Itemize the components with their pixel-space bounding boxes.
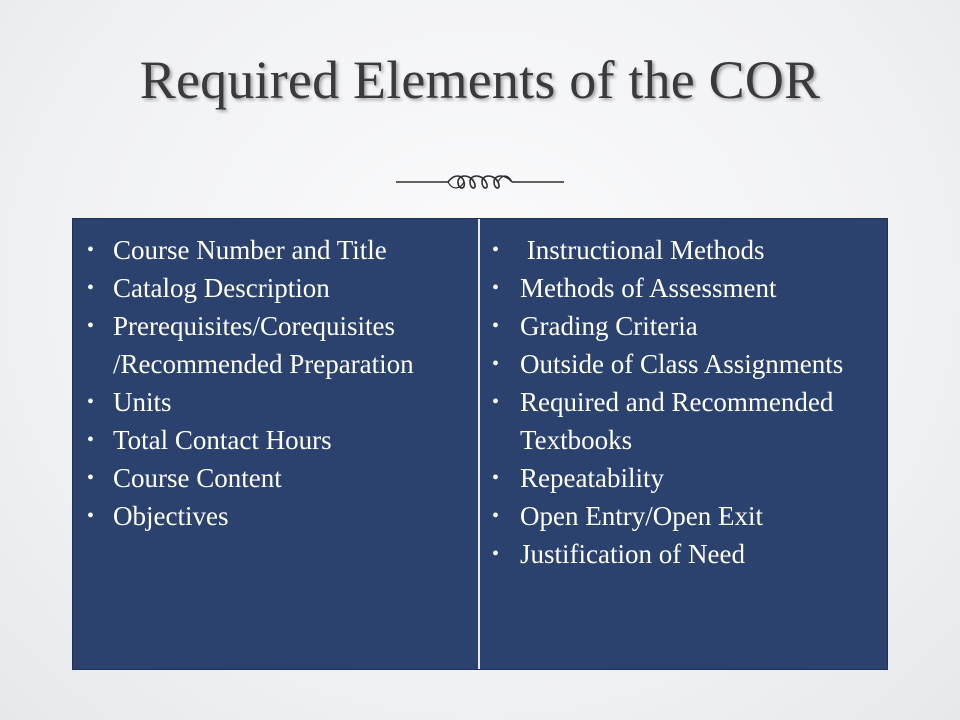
- list-item: [480, 497, 881, 535]
- list-item-text: Repeatability: [520, 463, 664, 493]
- bullet-dot-icon: •: [492, 353, 500, 375]
- bullet-dot-icon: •: [87, 391, 95, 413]
- bullet-dot-icon: •: [492, 467, 500, 489]
- list-item-text: Grading Criteria: [520, 311, 698, 341]
- bullet-dot-icon: •: [87, 239, 95, 261]
- bullet-dot-icon: •: [492, 239, 500, 261]
- list-item: [73, 307, 472, 383]
- list-item: [480, 459, 881, 497]
- list-item-text: Course Number and Title: [113, 235, 387, 265]
- list-item-text: Prerequisites/Corequisites /Recommended Preparation: [113, 311, 414, 379]
- left-column: [73, 219, 480, 669]
- list-item-text: Objectives: [113, 501, 229, 531]
- list-item: [480, 345, 881, 383]
- list-item: [73, 383, 472, 421]
- list-item-text: Course Content: [113, 463, 282, 493]
- bullet-dot-icon: •: [492, 543, 500, 565]
- bullet-dot-icon: •: [87, 467, 95, 489]
- list-item: [480, 383, 881, 459]
- list-item-text: Catalog Description: [113, 273, 330, 303]
- list-item: [480, 269, 881, 307]
- list-item: [73, 269, 472, 307]
- bullet-dot-icon: •: [492, 391, 500, 413]
- list-item: [73, 497, 472, 535]
- list-item-text: Open Entry/Open Exit: [520, 501, 763, 531]
- bullet-dot-icon: •: [492, 277, 500, 299]
- right-column: [480, 219, 887, 669]
- list-item: [480, 231, 881, 269]
- list-item-text: Units: [113, 387, 172, 417]
- list-item-text: Instructional Methods: [520, 235, 765, 265]
- slide-title: Required Elements of the COR: [139, 50, 821, 110]
- list-item: [73, 421, 472, 459]
- bullet-dot-icon: •: [87, 277, 95, 299]
- bullet-dot-icon: •: [87, 505, 95, 527]
- list-item-text: Methods of Assessment: [520, 273, 777, 303]
- right-bullet-list: [480, 231, 881, 573]
- content-table: [72, 218, 888, 670]
- list-item: [73, 231, 472, 269]
- list-item-text: Outside of Class Assignments: [520, 349, 844, 379]
- list-item-text: Required and Recommended Textbooks: [520, 387, 834, 455]
- bullet-dot-icon: •: [492, 505, 500, 527]
- list-item-text: Total Contact Hours: [113, 425, 332, 455]
- bullet-dot-icon: •: [492, 315, 500, 337]
- list-item: [480, 535, 881, 573]
- list-item-text: Justification of Need: [520, 539, 745, 569]
- list-item: [480, 307, 881, 345]
- bullet-dot-icon: •: [87, 315, 95, 337]
- list-item: [73, 459, 472, 497]
- left-bullet-list: [73, 231, 472, 535]
- flourish-divider-icon: [396, 168, 564, 196]
- bullet-dot-icon: •: [87, 429, 95, 451]
